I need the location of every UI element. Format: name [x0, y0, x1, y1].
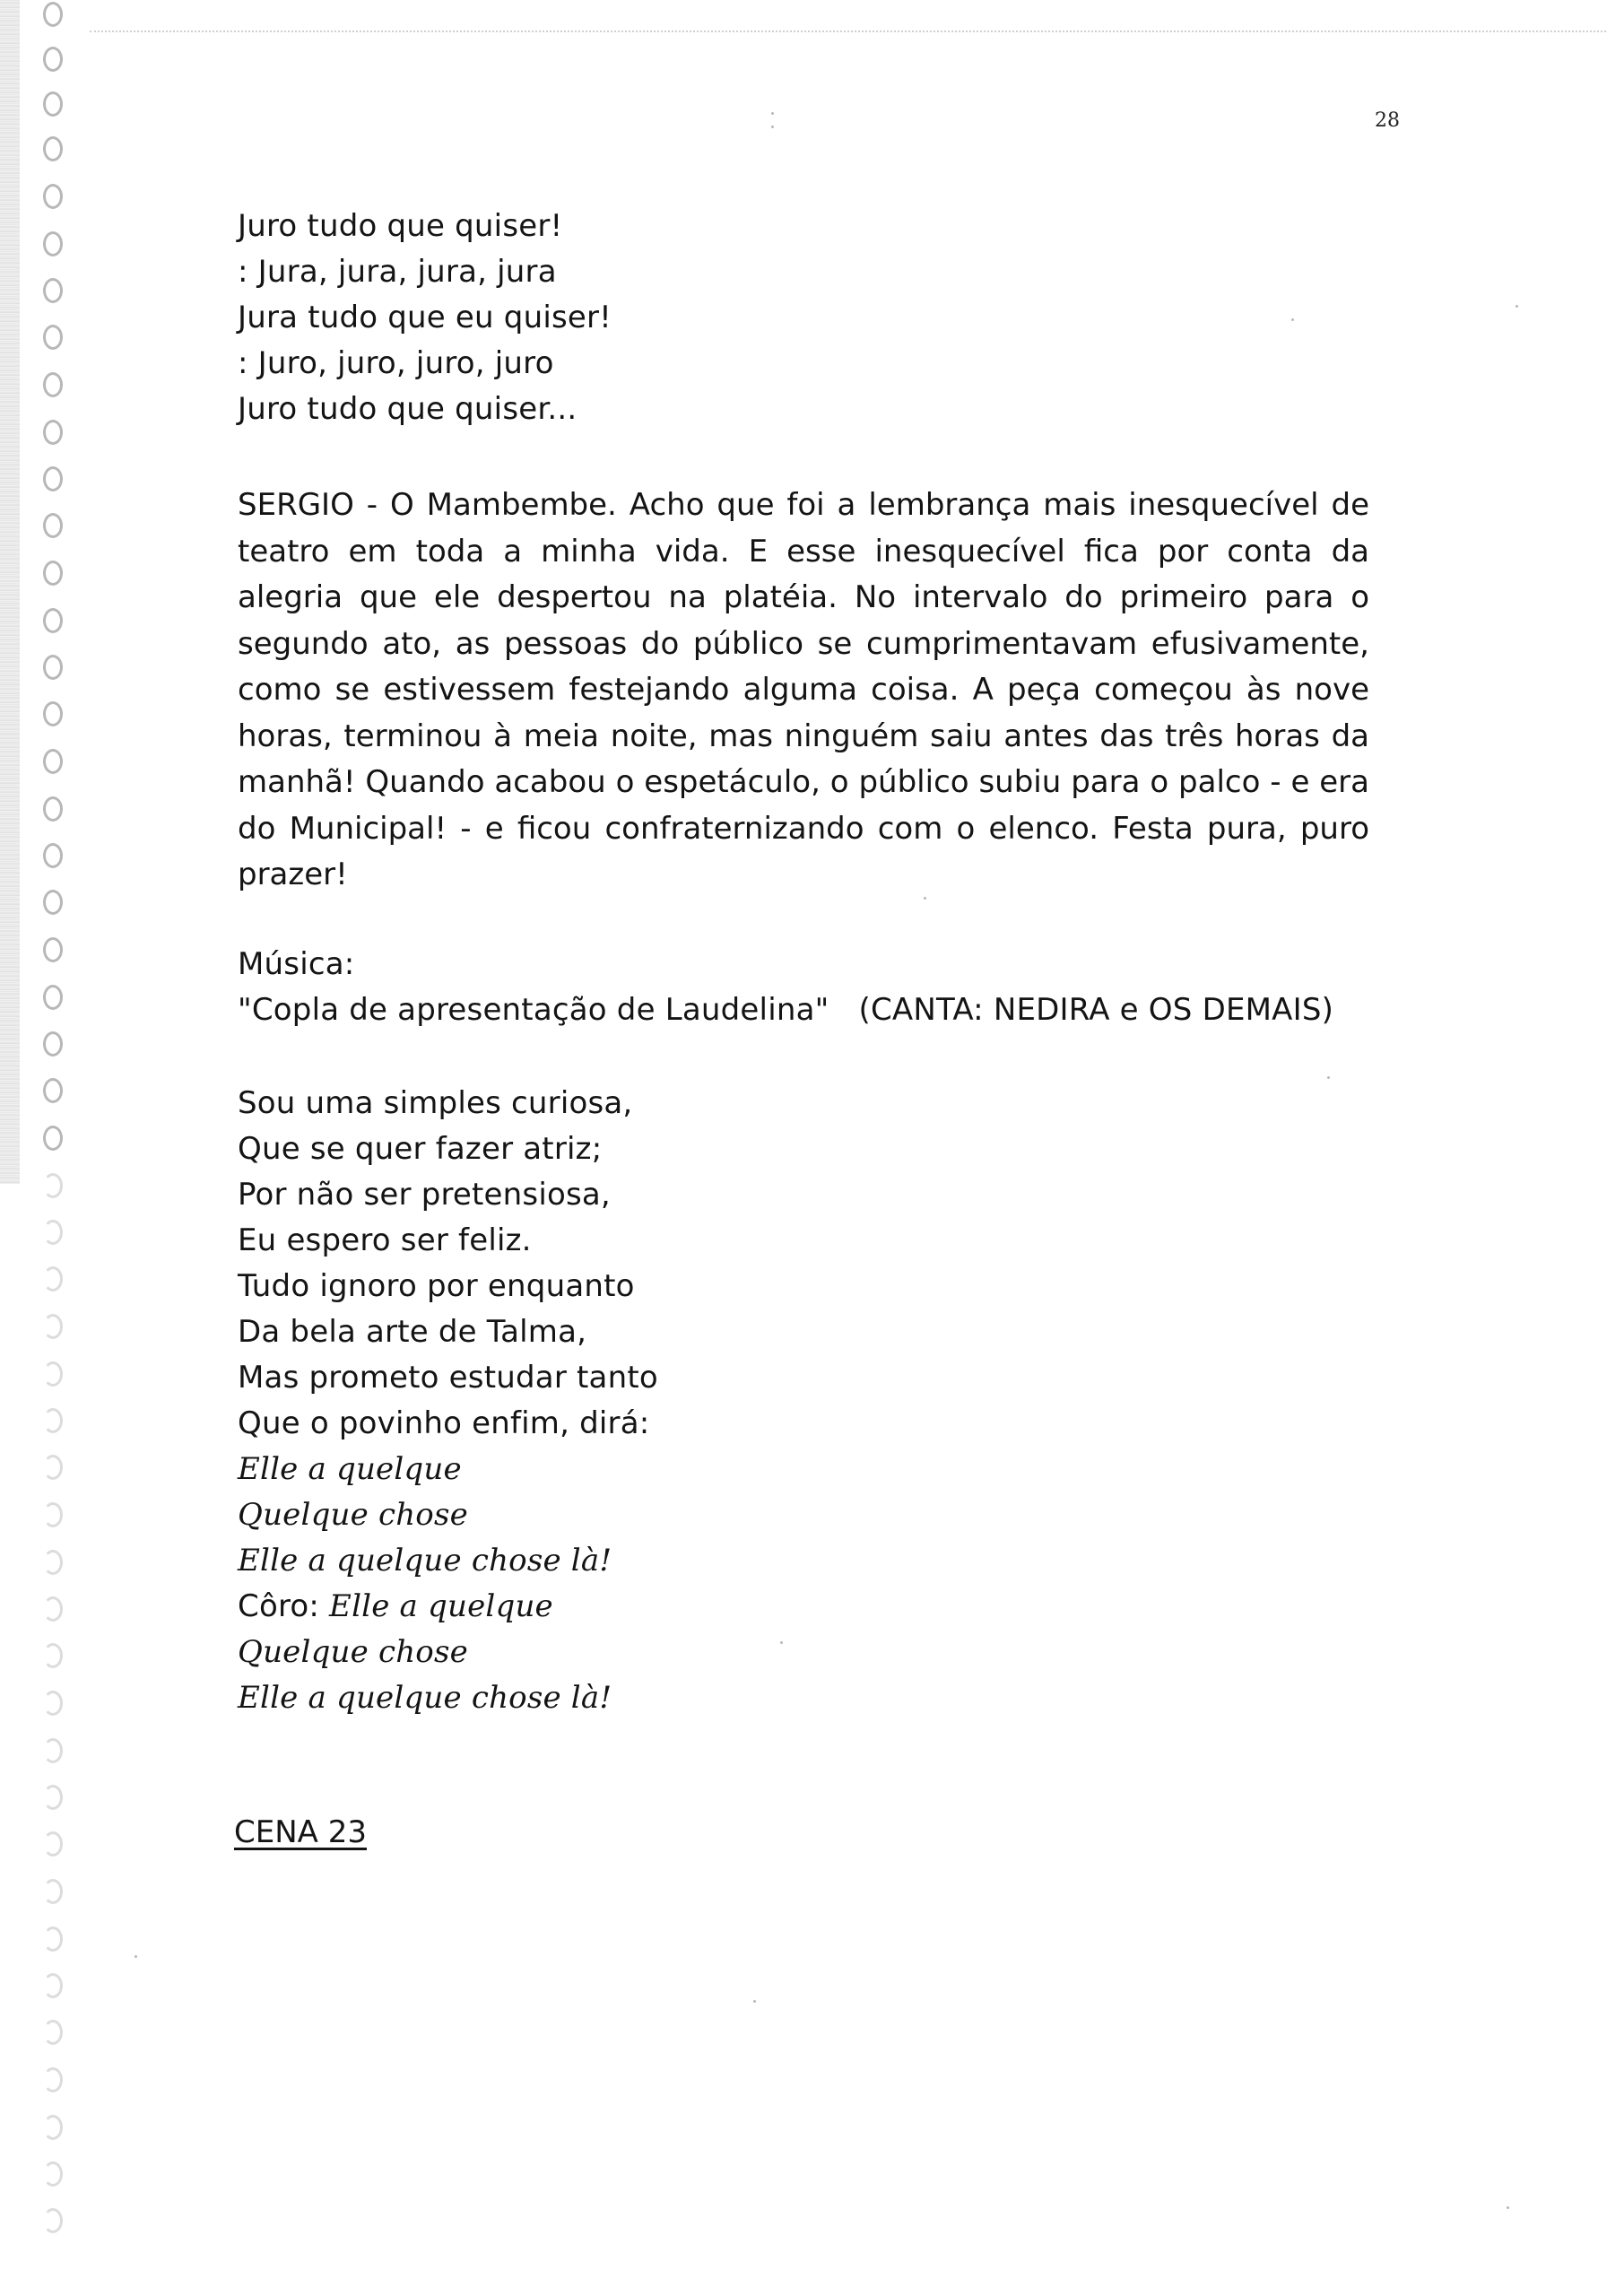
binder-ring — [43, 985, 63, 1010]
lyric-line: Tudo ignoro por enquanto — [238, 1268, 635, 1304]
binder-ring — [43, 420, 63, 445]
binder-ring — [43, 608, 63, 633]
binder-ring — [43, 91, 63, 117]
music-singers: (CANTA: NEDIRA e OS DEMAIS) — [858, 992, 1334, 1028]
binder-ring — [43, 1408, 63, 1433]
binder-ring — [43, 1879, 63, 1904]
binder-ring — [43, 843, 63, 868]
music-title-line — [238, 987, 1368, 1033]
binder-ring — [43, 2067, 63, 2092]
binder-ring — [43, 2020, 63, 2045]
chorus-line — [238, 1584, 1368, 1630]
lyric-line: Sou uma simples curiosa, — [238, 1085, 633, 1121]
lyric-line: Que se quer fazer atriz; — [238, 1131, 603, 1167]
scan-speck — [1507, 2206, 1509, 2209]
lyric-line: Que o povinho enfim, dirá: — [238, 1405, 650, 1441]
binder-ring — [43, 1973, 63, 1998]
binder-ring — [43, 655, 63, 680]
binder-ring — [43, 1455, 63, 1480]
binder-ring — [43, 136, 63, 161]
binder-ring — [43, 278, 63, 303]
binder-ring — [43, 1691, 63, 1716]
binder-ring — [43, 890, 63, 915]
lyric-line: Jura tudo que eu quiser! — [238, 300, 612, 335]
binder-ring — [43, 1785, 63, 1810]
scene-heading: CENA 23 — [234, 1814, 367, 1850]
binder-ring — [43, 701, 63, 726]
lyric-line: : Juro, juro, juro, juro — [238, 345, 554, 381]
lyric-line: Da bela arte de Talma, — [238, 1314, 587, 1350]
binder-ring — [43, 1831, 63, 1857]
scan-top-edge — [90, 30, 1606, 32]
music-cue — [238, 942, 1368, 1033]
binder-ring — [43, 1220, 63, 1245]
binder-ring — [43, 1314, 63, 1339]
binder-ring — [43, 1078, 63, 1103]
lyric-line: Juro tudo que quiser! — [238, 208, 563, 244]
binder-ring — [43, 1550, 63, 1575]
french-lyric-line: Elle a quelque chose là! — [238, 1543, 612, 1578]
binder-ring — [43, 1738, 63, 1763]
chorus-label: Côro: — [238, 1588, 320, 1624]
binder-rings — [36, 0, 81, 2296]
binder-ring — [43, 231, 63, 257]
lyric-line: Juro tudo que quiser... — [238, 391, 578, 427]
lyric-line: Por não ser pretensiosa, — [238, 1177, 611, 1213]
opening-lyrics — [238, 204, 1368, 432]
chorus-lyric-line: Elle a quelque chose là! — [238, 1680, 612, 1716]
scan-speck — [135, 1955, 137, 1958]
sergio-monologue: SERGIO - O Mambembe. Acho que foi a lembrança mais inesquecível de teatro em toda a minha vida. E esse inesquecível fica por conta da alegria que ele despertou na platéia. No intervalo do primeiro para o segundo ato, as pessoas do público se cumprimentavam efusivamente, como se estivessem festejando alguma coisa. A peça começou às nove horas, terminou à meia noite, mas ninguém saiu antes das três horas da manhã! Quando acabou o espetáculo, o público subiu para o palco - e era do Municipal! - e ficou confraternizando com o elenco. Festa pura, puro prazer! — [238, 487, 1369, 892]
music-label: Música: — [238, 946, 355, 982]
scan-speck — [1515, 305, 1518, 308]
binder-ring — [43, 2208, 63, 2233]
lyric-line: : Jura, jura, jura, jura — [238, 254, 557, 290]
binder-ring — [43, 937, 63, 962]
binder-ring — [43, 513, 63, 538]
binder-ring — [43, 466, 63, 491]
music-title: "Copla de apresentação de Laudelina" — [238, 992, 829, 1028]
scan-speck — [753, 2000, 756, 2003]
scan-speck — [1327, 1076, 1330, 1079]
binder-ring — [43, 1126, 63, 1151]
binder-ring — [43, 1596, 63, 1622]
binder-ring — [43, 796, 63, 822]
scan-speck — [771, 126, 774, 128]
page-number: 28 — [1375, 109, 1400, 132]
binder-ring — [43, 2, 63, 27]
french-lyric-line: Elle a quelque — [238, 1451, 462, 1487]
binder-ring — [43, 47, 63, 72]
scan-speck — [771, 112, 774, 115]
chorus-lyric: Elle a quelque — [329, 1588, 553, 1624]
song-lyrics — [238, 1081, 1368, 1721]
binder-ring — [43, 1266, 63, 1292]
binder-ring — [43, 1361, 63, 1387]
binder-ring — [43, 184, 63, 209]
binder-ring — [43, 1173, 63, 1198]
chorus-lyric-line: Quelque chose — [238, 1634, 468, 1670]
binder-ring — [43, 372, 63, 397]
binder-ring — [43, 749, 63, 774]
binder-ring — [43, 2161, 63, 2187]
binder-ring — [43, 1643, 63, 1668]
lyric-line: Eu espero ser feliz. — [238, 1222, 532, 1258]
binding-edge — [0, 0, 20, 1184]
binder-ring — [43, 2115, 63, 2140]
binder-ring — [43, 1031, 63, 1057]
binder-ring — [43, 1502, 63, 1527]
french-lyric-line: Quelque chose — [238, 1497, 468, 1533]
binder-ring — [43, 561, 63, 586]
binder-ring — [43, 325, 63, 350]
lyric-line: Mas prometo estudar tanto — [238, 1360, 658, 1396]
binder-ring — [43, 1926, 63, 1952]
